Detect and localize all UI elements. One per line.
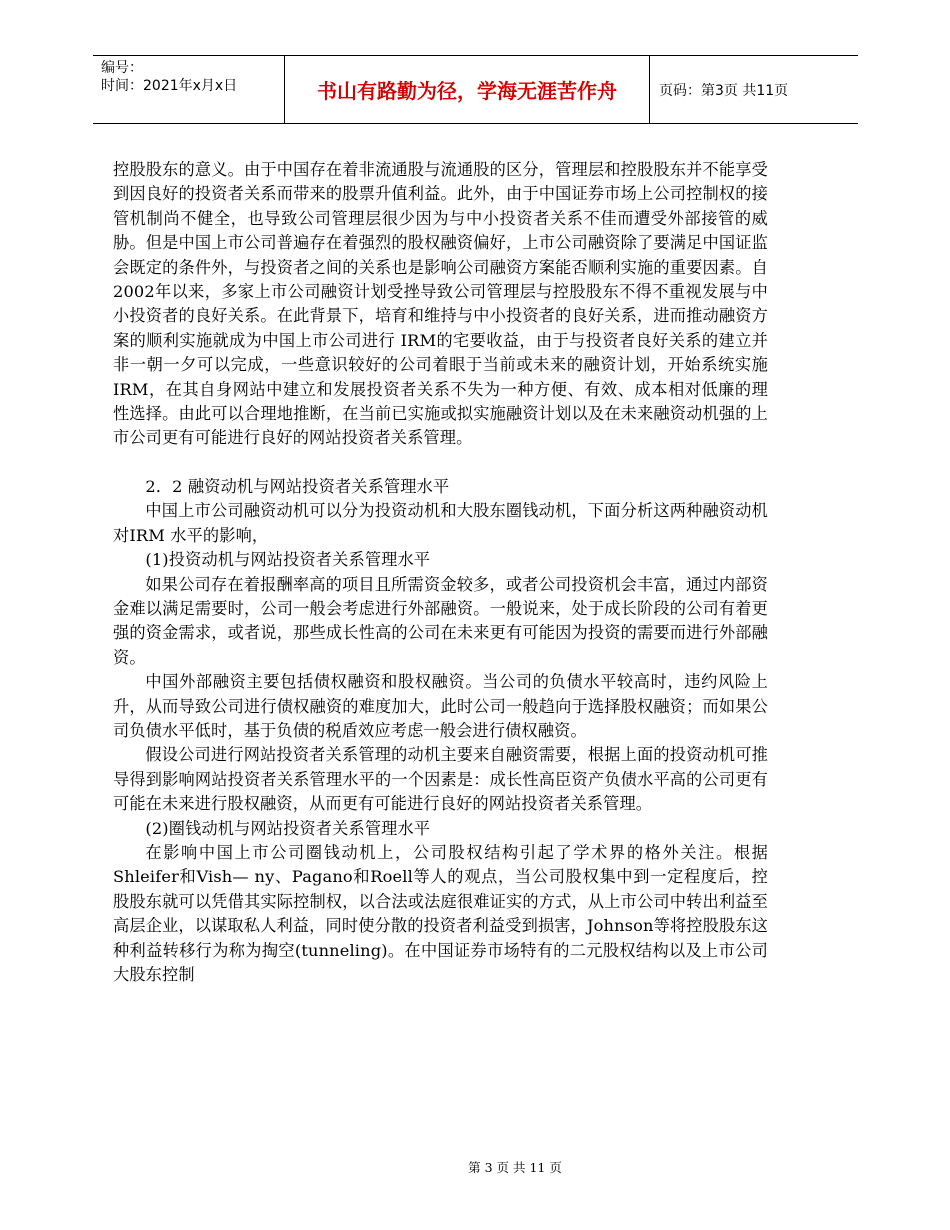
body-paragraph: 如果公司存在着报酬率高的项目且所需资金较多，或者公司投资机会丰富，通过内部资金难以满足需要时，公司一般会考虑进行外部融资。一般说来，处于成长阶段的公司有着更强的资金需求，或者说，那些成长性高的公司在未来更有可能因为投资的需要而进行外部融资。 <box>113 574 768 667</box>
body-paragraph: 在影响中国上市公司圈钱动机上，公司股权结构引起了学术界的格外关注。根据Shleifer和Vish— ny、Pagano和Roell等人的观点，当公司股权集中到一定程度后，控股股东就可以凭借其实际控制权，以合法或法庭很难证实的方式，从上市公司中转出利益至高层企业，以谋取私人利益，同时使分散的投资者利益受到损害，Johnson等将控股股东这种利益转移行为称为掏空(tunneling)。在中国证券市场特有的二元股权结构以及上市公司大股东控制 <box>113 842 768 984</box>
page-header <box>93 55 858 124</box>
body-paragraph: 中国外部融资主要包括债权融资和股权融资。当公司的负债水平较高时，违约风险上升，从而导致公司进行债权融资的难度加大，此时公司一般趋向于选择股权融资；而如果公司负债水平低时，基于负债的税盾效应考虑一般会进行债权融资。 <box>113 672 768 740</box>
section-heading: 2．2 融资动机与网站投资者关系管理水平 <box>145 476 450 496</box>
subsection-heading: (1)投资动机与网站投资者关系管理水平 <box>145 550 431 570</box>
body-paragraph: 中国上市公司融资动机可以分为投资动机和大股东圈钱动机，下面分析这两种融资动机对IRM 水平的影响， <box>113 501 768 545</box>
header-meta <box>93 56 285 123</box>
header-motto: 书山有路勤为径，学海无涯苦作舟 <box>285 56 650 123</box>
document-body <box>113 158 768 987</box>
body-paragraph: 假设公司进行网站投资者关系管理的动机主要来自融资需要，根据上面的投资动机可推导得到影响网站投资者关系管理水平的一个因素是：成长性高臣资产负债水平高的公司更有可能在未来进行股权融资，从而更有可能进行良好的网站投资者关系管理。 <box>113 745 768 814</box>
code-label: 编号： <box>101 60 143 76</box>
page-footer: 第 3 页 共 11 页 <box>468 1160 562 1175</box>
header-page-number: 页码：第3页 共11页 <box>659 82 789 99</box>
body-paragraph: 控股股东的意义。由于中国存在着非流通股与流通股的区分，管理层和控股股东并不能享受到因良好的投资者关系而带来的股票升值利益。此外，由于中国证券市场上公司控制权的接管机制尚不健全，也导致公司管理层很少因为与中小投资者关系不佳而遭受外部接管的威胁。但是中国上市公司普遍存在着强烈的股权融资偏好，上市公司融资除了要满足中国证监会既定的条件外，与投资者之间的关系也是影响公司融资方案能否顺利实施的重要因素。自2002年以来，多家上市公司融资计划受挫导致公司管理层与控股股东不得不重视发展与中小投资者的良好关系。在此背景下，培育和维持与中小投资者的良好关系，进而推动融资方案的顺利实施就成为中国上市公司进行 IRM的宅要收益，由于与投资者良好关系的建立并非一朝一夕可以完成，一些意识较好的公司着眼于当前或未来的融资计划，开始系统实施IRM，在其自身网站中建立和发展投资者关系不失为一种方便、有效、成本相对低廉的理性选择。由此可以合理地推断，在当前已实施或拟实施融资计划以及在未来融资动机强的上市公司更有可能进行良好的网站投资者关系管理。 <box>113 160 768 448</box>
subsection-heading: (2)圈钱动机与网站投资者关系管理水平 <box>145 818 431 838</box>
time-line: 时间：2021年x月x日 <box>101 78 238 94</box>
